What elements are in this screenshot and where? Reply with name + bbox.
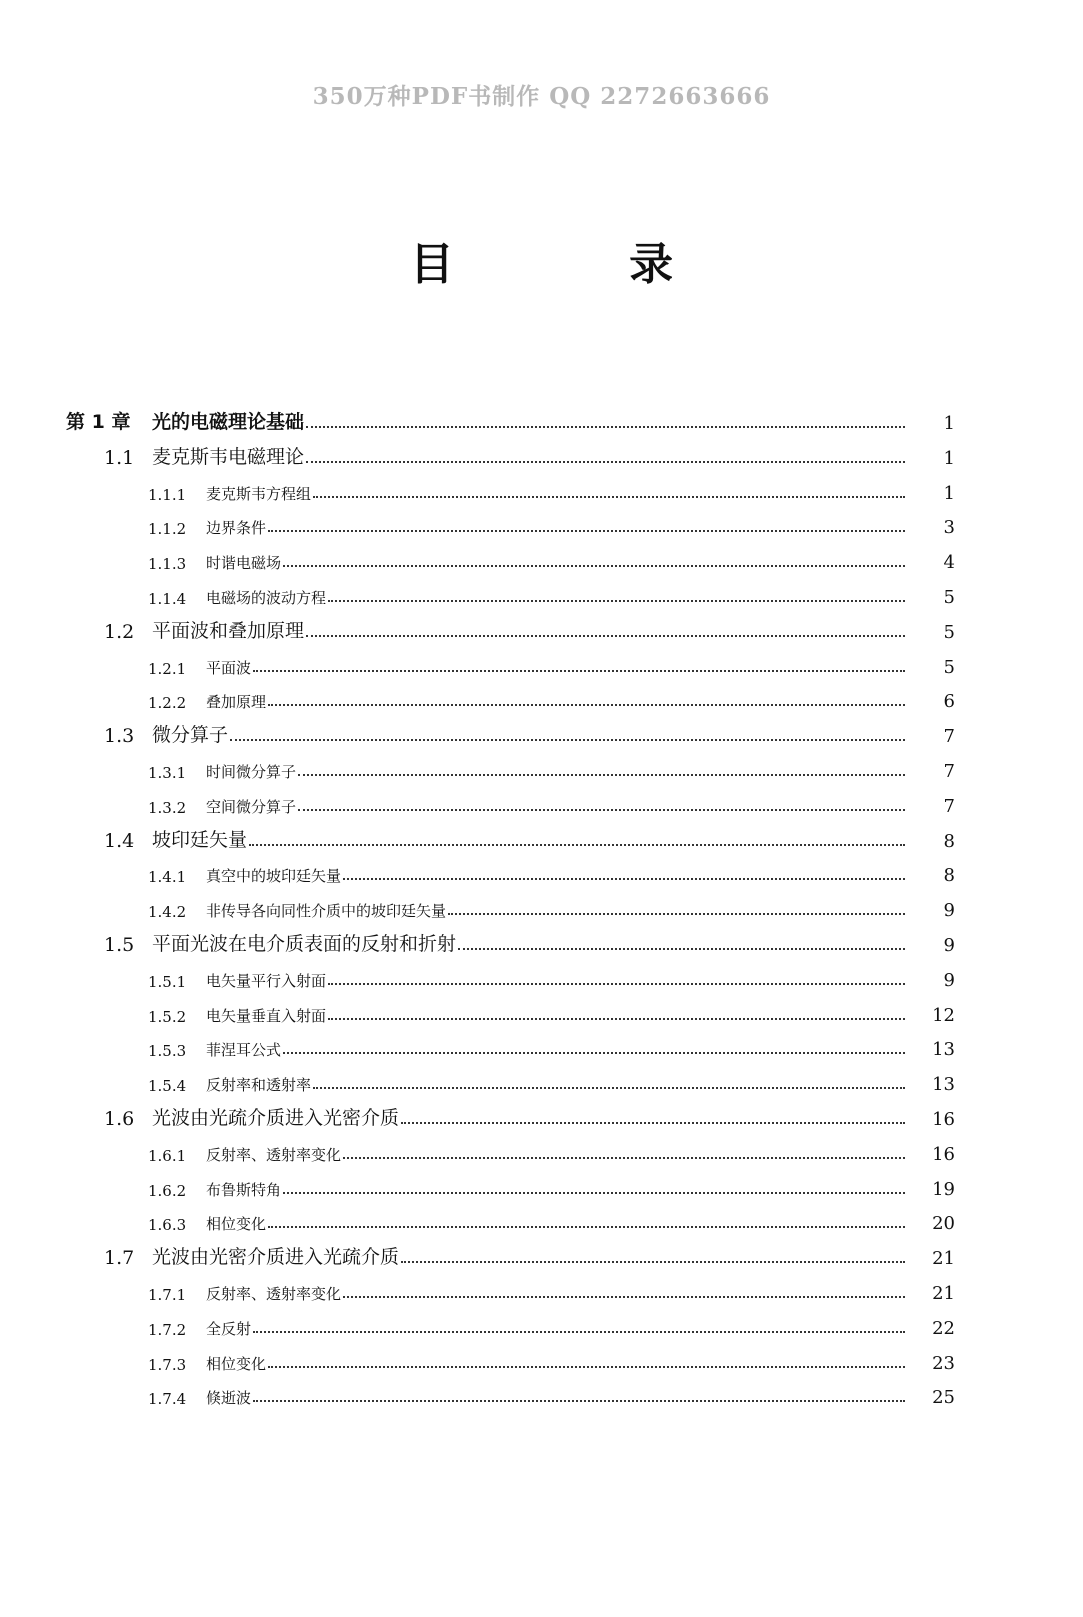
toc-entry-number: 1.5.3 [148, 1042, 187, 1061]
toc-entry-page: 8 [943, 865, 955, 887]
toc-entry-number: 1.1 [104, 446, 135, 469]
toc-entry-page: 3 [943, 517, 955, 539]
toc-entry-page: 9 [943, 969, 955, 991]
toc-entry-title: 反射率和透射率 [206, 1076, 312, 1095]
toc-entry[interactable] [104, 816, 955, 852]
toc-entry-page: 1 [943, 413, 955, 434]
toc-dot-leader [298, 774, 905, 776]
toc-entry-page: 6 [943, 691, 955, 713]
toc-entry-number: 1.5.4 [148, 1077, 187, 1096]
toc-entry[interactable] [148, 572, 955, 608]
toc-entry[interactable] [148, 1024, 955, 1060]
toc-entry[interactable] [104, 433, 955, 469]
toc-entry-page: 23 [932, 1352, 955, 1374]
toc-entry-title: 相位变化 [206, 1354, 267, 1373]
toc-entry-title: 相位变化 [206, 1215, 267, 1234]
toc-dot-leader [283, 1192, 905, 1194]
toc-entry-title: 反射率、透射率变化 [206, 1145, 342, 1164]
toc-entry[interactable] [148, 1129, 955, 1165]
toc-entry-title: 菲涅耳公式 [206, 1041, 282, 1060]
toc-entry-title: 空间微分算子 [206, 797, 297, 816]
toc-dot-leader [343, 1296, 905, 1298]
toc-entry-title: 麦克斯韦电磁理论 [152, 445, 305, 468]
toc-entry[interactable] [66, 398, 955, 434]
toc-entry-title: 电矢量平行入射面 [206, 971, 327, 990]
toc-entry[interactable] [148, 1303, 955, 1339]
toc-entry[interactable] [148, 850, 955, 886]
toc-entry-title: 平面光波在电介质表面的反射和折射 [152, 933, 457, 955]
toc-dot-leader [343, 1157, 905, 1159]
toc-entry-number: 1.6.1 [148, 1146, 187, 1165]
toc-entry[interactable] [148, 990, 955, 1026]
toc-entry-page: 13 [932, 1039, 955, 1061]
toc-entry-page: 19 [932, 1178, 955, 1200]
toc-entry-number: 1.1.4 [148, 590, 187, 608]
toc-entry-page: 7 [943, 761, 955, 782]
toc-entry-title: 布鲁斯特角 [206, 1180, 282, 1199]
toc-entry[interactable] [148, 885, 955, 921]
toc-entry-number: 1.7.4 [148, 1390, 187, 1409]
toc-entry-number: 1.7.1 [148, 1286, 187, 1304]
toc-dot-leader [268, 1366, 905, 1368]
toc-entry-title: 光的电磁理论基础 [152, 411, 305, 433]
toc-entry-title: 电矢量垂直入射面 [206, 1006, 327, 1025]
toc-entry-number: 1.7.3 [148, 1355, 187, 1374]
toc-entry-number: 1.5.1 [148, 972, 187, 991]
toc-entry-title: 叠加原理 [206, 693, 267, 712]
toc-dot-leader [283, 565, 905, 567]
toc-entry-number: 1.3.2 [148, 798, 187, 817]
toc-entry-number: 1.1.2 [148, 520, 187, 539]
toc-dot-leader [298, 809, 905, 811]
toc-entry[interactable] [148, 676, 955, 712]
toc-dot-leader [401, 1122, 905, 1124]
toc-entry-title: 边界条件 [206, 519, 267, 538]
toc-dot-leader [306, 461, 905, 463]
toc-entry-number: 1.4.2 [148, 903, 187, 922]
toc-entry-title: 平面波和叠加原理 [152, 619, 305, 642]
toc-dot-leader [268, 704, 905, 706]
toc-dot-leader [458, 948, 905, 950]
toc-entry-number: 1.2.1 [148, 659, 187, 678]
toc-dot-leader [253, 1331, 905, 1333]
toc-entry[interactable] [148, 1268, 955, 1304]
toc-dot-leader [268, 530, 905, 532]
toc-entry-number: 1.3.1 [148, 764, 187, 782]
toc-entry-title: 全反射 [206, 1319, 252, 1338]
toc-entry-title: 电磁场的波动方程 [206, 589, 327, 607]
toc-dot-leader [230, 739, 905, 741]
toc-entry-page: 16 [932, 1109, 955, 1130]
toc-entry-page: 5 [943, 621, 955, 643]
toc-dot-leader [328, 983, 905, 985]
toc-dot-leader [249, 844, 905, 846]
toc-entry[interactable] [148, 1338, 955, 1374]
toc-entry-page: 9 [943, 900, 955, 922]
toc-entry[interactable] [104, 1094, 955, 1130]
toc-entry-number: 1.4 [104, 829, 135, 852]
toc-dot-leader [313, 1087, 905, 1089]
toc-dot-leader [448, 913, 905, 915]
toc-entry-title: 麦克斯韦方程组 [206, 484, 312, 503]
toc-entry-page: 1 [943, 447, 955, 469]
page-title: 目 录 [409, 239, 754, 290]
toc-entry-page: 8 [943, 830, 955, 852]
toc-entry[interactable] [148, 537, 955, 573]
toc-entry[interactable] [148, 1198, 955, 1234]
toc-dot-leader [328, 600, 905, 602]
toc-entry-number: 1.4.1 [148, 868, 187, 887]
toc-entry[interactable] [148, 746, 955, 782]
toc-entry[interactable] [148, 468, 955, 504]
toc-dot-leader [306, 635, 905, 637]
toc-entry[interactable] [148, 1372, 955, 1408]
toc-entry-page: 9 [943, 935, 955, 956]
toc-dot-leader [313, 496, 905, 498]
toc-entry-number: 1.6.3 [148, 1216, 187, 1235]
toc-entry-number: 1.6.2 [148, 1181, 187, 1200]
toc-entry-number: 1.5 [104, 934, 135, 956]
toc-entry-title: 微分算子 [152, 724, 229, 747]
toc-entry-page: 4 [943, 552, 955, 574]
toc-entry-number: 1.3 [104, 725, 135, 748]
toc-entry-page: 1 [943, 482, 955, 504]
toc-entry[interactable] [104, 1233, 955, 1269]
toc-entry-page: 16 [932, 1143, 955, 1165]
toc-entry-number: 1.1.3 [148, 555, 187, 574]
toc-entry[interactable] [104, 920, 955, 956]
toc-entry-number: 第 1 章 [66, 411, 131, 433]
toc-dot-leader [283, 1052, 905, 1054]
toc-entry-page: 22 [932, 1317, 955, 1339]
toc-entry-page: 5 [943, 587, 955, 608]
toc-entry[interactable] [148, 642, 955, 678]
toc-entry-page: 7 [943, 795, 955, 817]
toc-entry-number: 1.7 [104, 1247, 135, 1270]
toc-entry-number: 1.5.2 [148, 1007, 187, 1026]
toc-dot-leader [253, 670, 905, 672]
toc-entry-number: 1.2 [104, 620, 135, 643]
toc-dot-leader [401, 1261, 905, 1263]
toc-entry-page: 5 [943, 656, 955, 678]
toc-dot-leader [253, 1400, 905, 1402]
toc-entry-page: 21 [932, 1248, 955, 1270]
toc-entry-number: 1.2.2 [148, 694, 187, 713]
toc-entry-title: 倏逝波 [206, 1389, 252, 1408]
toc-entry[interactable] [104, 607, 955, 643]
toc-entry-page: 7 [943, 726, 955, 748]
toc-dot-leader [268, 1226, 905, 1228]
toc-dot-leader [328, 1018, 905, 1020]
toc-entry-title: 非传导各向同性介质中的坡印廷矢量 [206, 902, 447, 921]
toc-entry[interactable] [104, 711, 955, 747]
toc-entry[interactable] [148, 1059, 955, 1095]
toc-entry-page: 12 [932, 1004, 955, 1026]
toc-entry-title: 光波由光疏介质进入光密介质 [152, 1107, 400, 1129]
toc-entry[interactable] [148, 1164, 955, 1200]
toc-entry-title: 平面波 [206, 658, 252, 677]
toc-entry[interactable] [148, 955, 955, 991]
toc-entry-page: 25 [932, 1387, 955, 1409]
toc-dot-leader [306, 426, 905, 428]
toc-entry[interactable] [148, 781, 955, 817]
toc-entry-title: 时谐电磁场 [206, 554, 282, 573]
toc-entry-number: 1.1.1 [148, 485, 187, 504]
toc-dot-leader [343, 878, 905, 880]
toc-entry[interactable] [148, 502, 955, 538]
toc-entry-page: 20 [932, 1213, 955, 1235]
toc-entry-number: 1.7.2 [148, 1320, 187, 1339]
toc-entry-title: 光波由光密介质进入光疏介质 [152, 1246, 400, 1269]
toc-entry-title: 真空中的坡印廷矢量 [206, 867, 342, 886]
toc-entry-page: 21 [932, 1283, 955, 1304]
toc-entry-title: 坡印廷矢量 [152, 828, 248, 851]
toc-entry-number: 1.6 [104, 1108, 135, 1130]
toc-entry-page: 13 [932, 1074, 955, 1096]
toc-entry-title: 时间微分算子 [206, 763, 297, 781]
toc-entry-title: 反射率、透射率变化 [206, 1285, 342, 1303]
watermark-text: 350万种PDF书制作 QQ 2272663666 [312, 83, 771, 110]
